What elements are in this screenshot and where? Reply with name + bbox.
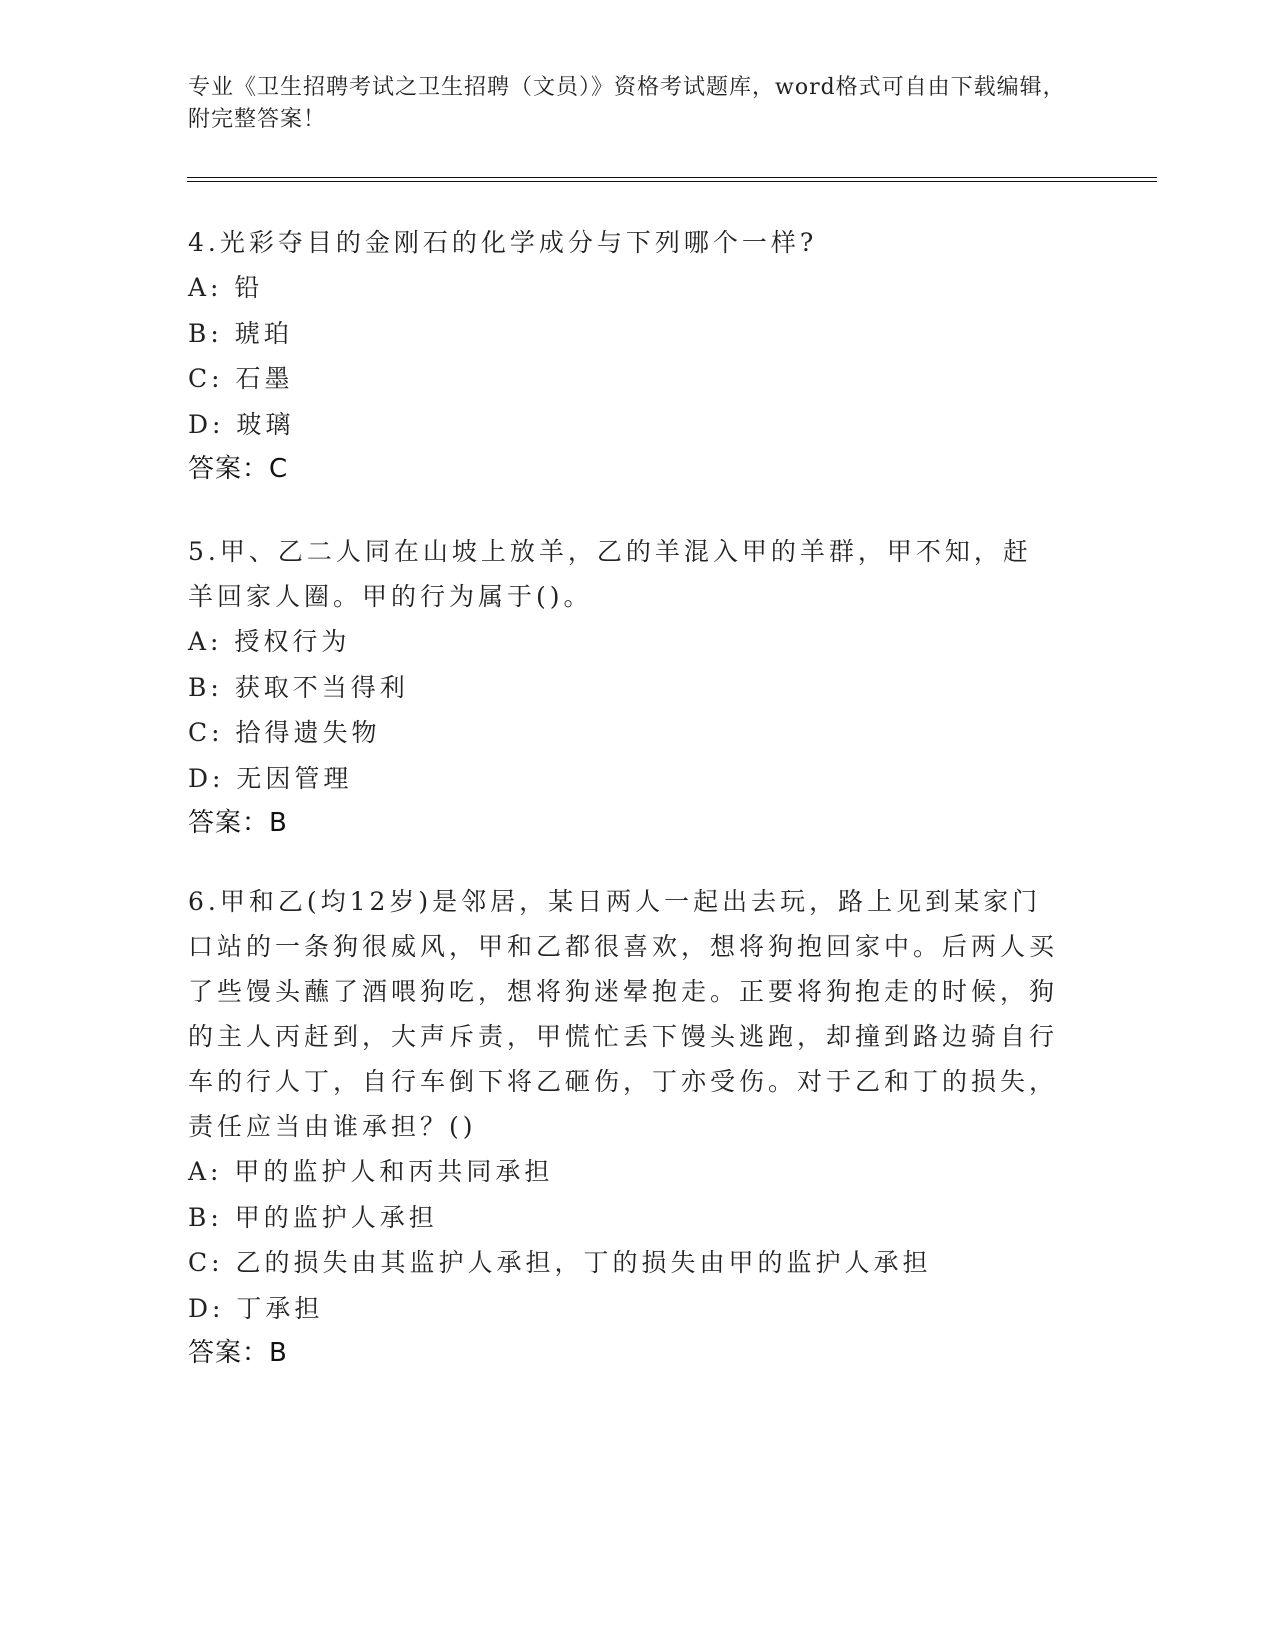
option-b: B: 获取不当得利 bbox=[188, 672, 409, 702]
option-d: D: 丁承担 bbox=[188, 1293, 324, 1323]
question-6 bbox=[188, 879, 1058, 1376]
question-stem: 6.甲和乙(均12岁)是邻居，某日两人一起出去玩，路上见到某家门口站的一条狗很威风，甲和乙都很喜欢，想将狗抱回家中。后两人买了些馒头蘸了酒喂狗吃，想将狗迷晕抱走。正要将狗抱走的时候，狗的主人丙赶到，大声斥责，甲慌忙丢下馒头逃跑，却撞到路边骑自行车的行人丁，自行车倒下将乙砸伤，丁亦受伤。对于乙和丁的损失，责任应当由谁承担？() bbox=[188, 887, 1059, 1141]
answer-text: 答案：B bbox=[188, 808, 288, 838]
option-a: A: 授权行为 bbox=[188, 627, 351, 656]
question-stem: 4.光彩夺目的金刚石的化学成分与下列哪个一样? bbox=[188, 228, 818, 257]
option-d: D: 无因管理 bbox=[188, 763, 353, 793]
option-d: D: 玻璃 bbox=[188, 409, 295, 439]
option-a: A: 铅 bbox=[188, 273, 264, 302]
document-header bbox=[188, 72, 1068, 136]
question-stem: 5.甲、乙二人同在山坡上放羊，乙的羊混入甲的羊群，甲不知，赶羊回家人圈。甲的行为属于()。 bbox=[188, 537, 1032, 611]
question-5 bbox=[188, 529, 1038, 846]
header-divider bbox=[187, 177, 1157, 182]
question-4 bbox=[188, 220, 1088, 492]
option-c: C: 乙的损失由其监护人承担，丁的损失由甲的监护人承担 bbox=[188, 1248, 932, 1277]
answer-text: 答案：C bbox=[188, 454, 289, 484]
option-c: C: 石墨 bbox=[188, 364, 294, 393]
option-c: C: 拾得遗失物 bbox=[188, 718, 381, 747]
option-b: B: 琥珀 bbox=[188, 318, 293, 348]
option-b: B: 甲的监护人承担 bbox=[188, 1202, 438, 1232]
answer-text: 答案：B bbox=[188, 1338, 288, 1368]
header-text: 专业《卫生招聘考试之卫生招聘（文员）》资格考试题库，word格式可自由下载编辑，附完整答案！ bbox=[188, 75, 1066, 132]
option-a: A: 甲的监护人和丙共同承担 bbox=[188, 1157, 554, 1186]
